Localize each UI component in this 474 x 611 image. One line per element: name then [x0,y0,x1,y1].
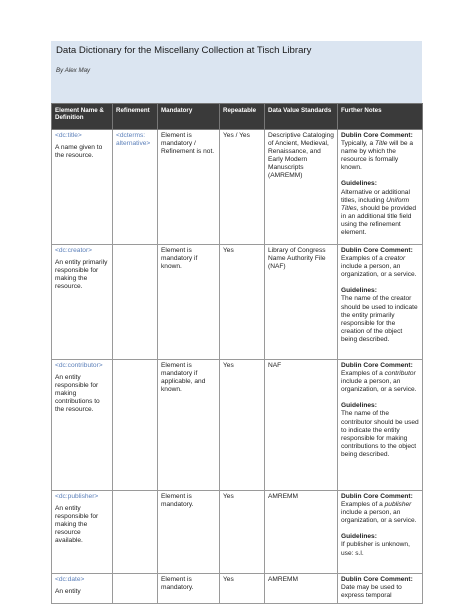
document-title: Data Dictionary for the Miscellany Collection at Tisch Library [56,45,312,56]
standards-cell: AMREMM [265,491,338,574]
element-definition: A name given to the resource. [55,144,103,160]
table-row [52,245,423,360]
document-author: By Alex May [56,67,91,74]
dublin-core-label: Dublin Core Comment: [341,576,413,583]
dublin-core-text: Examples of a publisher include a person, an organization, or a service. [341,501,417,525]
notes-cell [338,360,423,491]
dublin-core-label: Dublin Core Comment: [341,247,413,254]
dublin-core-label: Dublin Core Comment: [341,493,413,500]
refinement-cell [113,245,158,360]
mandatory-cell: Element is mandatory. [158,574,220,604]
table-row [52,574,423,604]
element-name: <dc:date> [55,576,85,583]
dublin-core-label: Dublin Core Comment: [341,362,413,369]
element-cell [52,245,113,360]
mandatory-cell: Element is mandatory. [158,491,220,574]
standards-cell: Library of Congress Name Authority File (NAF) [265,245,338,360]
document-header [51,41,422,103]
notes-cell [338,574,423,604]
guidelines-label: Guidelines: [341,287,377,295]
refinement-cell [113,574,158,604]
guidelines-label: Guidelines: [341,533,377,541]
refinement-cell [113,130,158,245]
dublin-core-label: Dublin Core Comment: [341,132,413,139]
standards-cell: Descriptive Cataloging of Ancient, Medieval, Renaissance, and Early Modern Manuscripts (AMREMM) [265,130,338,245]
mandatory-cell: Element is mandatory if applicable, and known. [158,360,220,491]
refinement-cell [113,491,158,574]
data-dictionary-table [51,103,423,604]
column-header: Data Value Standards [265,104,338,130]
column-header: Mandatory [158,104,220,130]
refinement-cell [113,360,158,491]
guidelines-text: Alternative or additional titles, including Uniform Titles, should be provided in an additional title field using the refinement element. [341,188,417,237]
element-definition: An entity primarily responsible for making the resource. [55,259,108,291]
column-header: Repeatable [220,104,265,130]
refinement-value: <dcterms: alternative> [116,132,151,148]
mandatory-cell: Element is mandatory if known. [158,245,220,360]
element-name: <dc:contributor> [55,362,103,369]
element-cell [52,130,113,245]
column-header: Further Notes [338,104,423,130]
repeatable-cell: Yes / Yes [220,130,265,245]
guidelines-label: Guidelines: [341,180,377,188]
element-name: <dc:title> [55,132,82,139]
dublin-core-text: Date may be used to express temporal [341,584,402,600]
table-header-row [52,104,423,130]
table-row [52,360,423,491]
notes-cell [338,130,423,245]
dublin-core-text: Typically, a Title will be a name by which the resource is formally known. [341,140,414,172]
element-definition: An entity responsible for making contributions to the resource. [55,374,100,414]
element-definition: An entity [55,588,81,596]
table-row [52,491,423,574]
element-name: <dc:creator> [55,247,93,254]
element-cell [52,491,113,574]
element-cell [52,574,113,604]
repeatable-cell: Yes [220,360,265,491]
mandatory-cell: Element is mandatory / Refinement is not. [158,130,220,245]
notes-cell [338,491,423,574]
element-name: <dc:publisher> [55,493,99,500]
standards-cell: NAF [265,360,338,491]
guidelines-text: If publisher is unknown, use: s.l. [341,541,410,557]
repeatable-cell: Yes [220,491,265,574]
dublin-core-text: Examples of a contributor include a person, an organization, or a service. [341,370,417,394]
column-header: Element Name & Definition [52,104,113,130]
guidelines-text: The name of the contributor should be used to indicate the entity responsible for making contributions to the object being described. [341,410,419,458]
guidelines-label: Guidelines: [341,402,377,410]
element-cell [52,360,113,491]
dublin-core-text: Examples of a creator include a person, an organization, or a service. [341,255,417,279]
column-header: Refinement [113,104,158,130]
element-definition: An entity responsible for making the resource available. [55,505,99,545]
repeatable-cell: Yes [220,245,265,360]
table-row [52,130,423,245]
repeatable-cell: Yes [220,574,265,604]
guidelines-text: The name of the creator should be used to indicate the entity primarily responsible for the creation of the object being described. [341,295,418,343]
standards-cell: AMREMM [265,574,338,604]
notes-cell [338,245,423,360]
